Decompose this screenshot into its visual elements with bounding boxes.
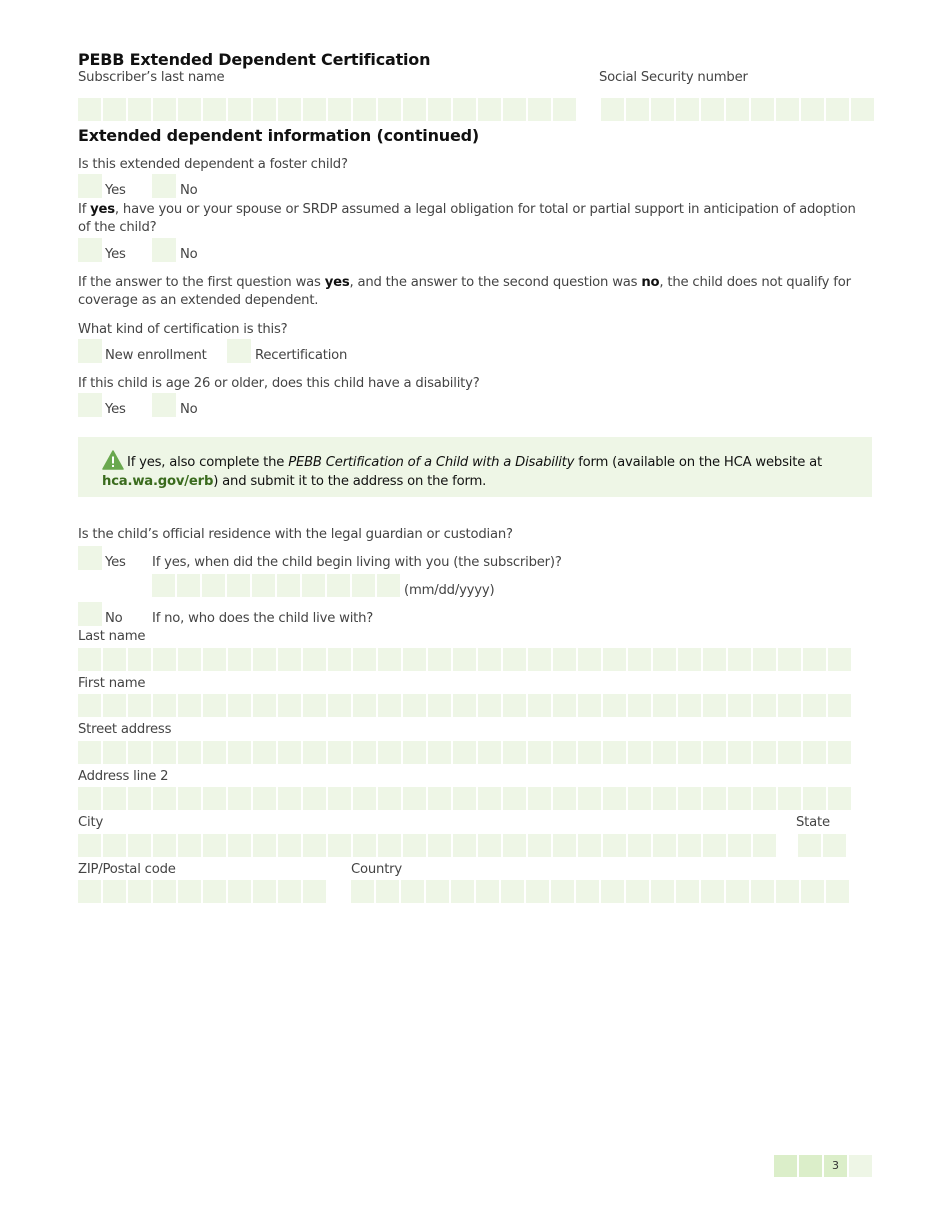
- char-cell[interactable]: [378, 648, 401, 671]
- char-cell[interactable]: [377, 574, 400, 597]
- char-cell[interactable]: [103, 787, 126, 810]
- char-cell[interactable]: [203, 694, 226, 717]
- char-cell[interactable]: [426, 880, 449, 903]
- foster-yes-checkbox[interactable]: [78, 174, 102, 198]
- char-cell[interactable]: [603, 834, 626, 857]
- char-cell[interactable]: [478, 648, 501, 671]
- char-cell[interactable]: [803, 694, 826, 717]
- char-cell[interactable]: [528, 787, 551, 810]
- char-cell[interactable]: [178, 694, 201, 717]
- char-cell[interactable]: [403, 694, 426, 717]
- char-cell[interactable]: [228, 787, 251, 810]
- char-cell[interactable]: [78, 787, 101, 810]
- char-cell[interactable]: [353, 787, 376, 810]
- char-cell[interactable]: [153, 880, 176, 903]
- char-cell[interactable]: [353, 648, 376, 671]
- last-name-field[interactable]: [78, 648, 853, 671]
- char-cell[interactable]: [403, 787, 426, 810]
- char-cell[interactable]: [676, 98, 699, 121]
- char-cell[interactable]: [578, 741, 601, 764]
- char-cell[interactable]: [278, 694, 301, 717]
- char-cell[interactable]: [803, 648, 826, 671]
- char-cell[interactable]: [278, 880, 301, 903]
- char-cell[interactable]: [253, 741, 276, 764]
- char-cell[interactable]: [801, 98, 824, 121]
- legal-no-label: No: [180, 247, 198, 262]
- char-cell[interactable]: [328, 694, 351, 717]
- char-cell[interactable]: [401, 880, 424, 903]
- char-cell[interactable]: [851, 98, 874, 121]
- char-cell[interactable]: [278, 787, 301, 810]
- char-cell[interactable]: [253, 694, 276, 717]
- char-cell[interactable]: [828, 741, 851, 764]
- char-cell[interactable]: [603, 741, 626, 764]
- char-cell[interactable]: [403, 98, 426, 121]
- char-cell[interactable]: [778, 787, 801, 810]
- page-marker-1: [774, 1155, 797, 1177]
- char-cell[interactable]: [678, 834, 701, 857]
- char-cell[interactable]: [353, 834, 376, 857]
- char-cell[interactable]: [828, 787, 851, 810]
- char-cell[interactable]: [328, 834, 351, 857]
- char-cell[interactable]: [202, 574, 225, 597]
- residence-yes-followup: If yes, when did the child begin living with you (the subscriber)?: [152, 555, 562, 570]
- char-cell[interactable]: [353, 694, 376, 717]
- char-cell[interactable]: [753, 834, 776, 857]
- char-cell[interactable]: [528, 98, 551, 121]
- char-cell[interactable]: [303, 880, 326, 903]
- char-cell[interactable]: [701, 880, 724, 903]
- char-cell[interactable]: [478, 834, 501, 857]
- char-cell[interactable]: [728, 787, 751, 810]
- first-name-field[interactable]: [78, 694, 853, 717]
- char-cell[interactable]: [678, 787, 701, 810]
- page-number: 3: [824, 1155, 847, 1177]
- char-cell[interactable]: [103, 648, 126, 671]
- char-cell[interactable]: [203, 648, 226, 671]
- city-field[interactable]: [78, 834, 778, 857]
- char-cell[interactable]: [178, 98, 201, 121]
- char-cell[interactable]: [676, 880, 699, 903]
- char-cell[interactable]: [703, 694, 726, 717]
- char-cell[interactable]: [228, 880, 251, 903]
- char-cell[interactable]: [103, 880, 126, 903]
- char-cell[interactable]: [328, 787, 351, 810]
- char-cell[interactable]: [803, 787, 826, 810]
- char-cell[interactable]: [453, 787, 476, 810]
- warning-icon: [102, 450, 124, 470]
- char-cell[interactable]: [103, 741, 126, 764]
- char-cell[interactable]: [678, 694, 701, 717]
- char-cell[interactable]: [826, 880, 849, 903]
- char-cell[interactable]: [651, 880, 674, 903]
- disability-yes-checkbox[interactable]: [78, 393, 102, 417]
- address-line2-field[interactable]: [78, 787, 853, 810]
- char-cell[interactable]: [553, 694, 576, 717]
- char-cell[interactable]: [476, 880, 499, 903]
- char-cell[interactable]: [403, 741, 426, 764]
- char-cell[interactable]: [303, 648, 326, 671]
- char-cell[interactable]: [353, 741, 376, 764]
- char-cell[interactable]: [478, 787, 501, 810]
- char-cell[interactable]: [526, 880, 549, 903]
- char-cell[interactable]: [753, 694, 776, 717]
- char-cell[interactable]: [203, 834, 226, 857]
- char-cell[interactable]: [103, 834, 126, 857]
- country-field[interactable]: [351, 880, 851, 903]
- char-cell[interactable]: [302, 574, 325, 597]
- char-cell[interactable]: [653, 648, 676, 671]
- char-cell[interactable]: [528, 741, 551, 764]
- char-cell[interactable]: [253, 834, 276, 857]
- char-cell[interactable]: [128, 741, 151, 764]
- char-cell[interactable]: [153, 787, 176, 810]
- residence-no-checkbox[interactable]: [78, 602, 102, 626]
- char-cell[interactable]: [428, 648, 451, 671]
- foster-no-checkbox[interactable]: [152, 174, 176, 198]
- char-cell[interactable]: [628, 834, 651, 857]
- char-cell[interactable]: [128, 787, 151, 810]
- page-marker-2: [799, 1155, 822, 1177]
- char-cell[interactable]: [778, 741, 801, 764]
- char-cell[interactable]: [78, 98, 101, 121]
- zip-label: ZIP/Postal code: [78, 862, 176, 877]
- char-cell[interactable]: [451, 880, 474, 903]
- char-cell[interactable]: [553, 834, 576, 857]
- char-cell[interactable]: [303, 98, 326, 121]
- char-cell[interactable]: [601, 880, 624, 903]
- state-field[interactable]: [798, 834, 848, 857]
- char-cell[interactable]: [628, 741, 651, 764]
- char-cell[interactable]: [203, 787, 226, 810]
- char-cell[interactable]: [453, 648, 476, 671]
- section-title: Extended dependent information (continued): [78, 126, 479, 145]
- residence-question: Is the child’s official residence with the legal guardian or custodian?: [78, 527, 513, 542]
- char-cell[interactable]: [751, 880, 774, 903]
- char-cell[interactable]: [578, 787, 601, 810]
- char-cell[interactable]: [78, 880, 101, 903]
- char-cell[interactable]: [826, 98, 849, 121]
- char-cell[interactable]: [801, 880, 824, 903]
- disability-no-label: No: [180, 402, 198, 417]
- char-cell[interactable]: [428, 694, 451, 717]
- page-marker-4: [849, 1155, 872, 1177]
- char-cell[interactable]: [252, 574, 275, 597]
- ssn-field[interactable]: [601, 98, 876, 121]
- char-cell[interactable]: [703, 787, 726, 810]
- char-cell[interactable]: [703, 741, 726, 764]
- char-cell[interactable]: [553, 741, 576, 764]
- char-cell[interactable]: [253, 98, 276, 121]
- char-cell[interactable]: [78, 741, 101, 764]
- residence-yes-checkbox[interactable]: [78, 546, 102, 570]
- char-cell[interactable]: [303, 694, 326, 717]
- char-cell[interactable]: [153, 648, 176, 671]
- char-cell[interactable]: [528, 648, 551, 671]
- char-cell[interactable]: [576, 880, 599, 903]
- char-cell[interactable]: [303, 787, 326, 810]
- legal-obligation-question: If yes, have you or your spouse or SRDP assumed a legal obligation for total or partial support in anticipation of adoption of the child?: [78, 202, 856, 235]
- char-cell[interactable]: [253, 787, 276, 810]
- new-enrollment-checkbox[interactable]: [78, 339, 102, 363]
- street-address-field[interactable]: [78, 741, 853, 764]
- residence-yes-label: Yes: [105, 555, 126, 570]
- legal-yes-checkbox[interactable]: [78, 238, 102, 262]
- char-cell[interactable]: [503, 98, 526, 121]
- street-address-label: Street address: [78, 722, 172, 737]
- char-cell[interactable]: [753, 648, 776, 671]
- char-cell[interactable]: [726, 880, 749, 903]
- char-cell[interactable]: [728, 694, 751, 717]
- char-cell[interactable]: [728, 648, 751, 671]
- char-cell[interactable]: [753, 741, 776, 764]
- char-cell[interactable]: [478, 741, 501, 764]
- char-cell[interactable]: [751, 98, 774, 121]
- char-cell[interactable]: [678, 648, 701, 671]
- char-cell[interactable]: [453, 741, 476, 764]
- char-cell[interactable]: [103, 694, 126, 717]
- char-cell[interactable]: [152, 574, 175, 597]
- char-cell[interactable]: [378, 787, 401, 810]
- char-cell[interactable]: [578, 834, 601, 857]
- char-cell[interactable]: [651, 98, 674, 121]
- hca-erb-link[interactable]: hca.wa.gov/erb: [102, 474, 214, 489]
- disability-no-checkbox[interactable]: [152, 393, 176, 417]
- char-cell[interactable]: [503, 741, 526, 764]
- char-cell[interactable]: [703, 834, 726, 857]
- char-cell[interactable]: [376, 880, 399, 903]
- char-cell[interactable]: [177, 574, 200, 597]
- char-cell[interactable]: [178, 880, 201, 903]
- disability-yes-label: Yes: [105, 402, 126, 417]
- char-cell[interactable]: [153, 98, 176, 121]
- char-cell[interactable]: [778, 648, 801, 671]
- char-cell[interactable]: [823, 834, 846, 857]
- foster-no-label: No: [180, 183, 198, 198]
- char-cell[interactable]: [378, 741, 401, 764]
- char-cell[interactable]: [653, 834, 676, 857]
- form-title: PEBB Extended Dependent Certification: [78, 50, 431, 69]
- char-cell[interactable]: [153, 834, 176, 857]
- char-cell[interactable]: [478, 694, 501, 717]
- char-cell[interactable]: [128, 648, 151, 671]
- char-cell[interactable]: [776, 880, 799, 903]
- char-cell[interactable]: [726, 98, 749, 121]
- char-cell[interactable]: [328, 741, 351, 764]
- char-cell[interactable]: [553, 787, 576, 810]
- char-cell[interactable]: [278, 648, 301, 671]
- disability-notice: If yes, also complete the PEBB Certification of a Child with a Disability form (available on the HCA website at hca.wa.gov/erb) and submit it to the address on the form.: [78, 437, 872, 497]
- char-cell[interactable]: [228, 694, 251, 717]
- residence-no-followup: If no, who does the child live with?: [152, 611, 374, 626]
- char-cell[interactable]: [378, 98, 401, 121]
- country-label: Country: [351, 862, 402, 877]
- legal-yes-label: Yes: [105, 247, 126, 262]
- char-cell[interactable]: [428, 787, 451, 810]
- char-cell[interactable]: [227, 574, 250, 597]
- char-cell[interactable]: [551, 880, 574, 903]
- char-cell[interactable]: [353, 98, 376, 121]
- char-cell[interactable]: [128, 98, 151, 121]
- zip-field[interactable]: [78, 880, 328, 903]
- char-cell[interactable]: [453, 98, 476, 121]
- char-cell[interactable]: [678, 741, 701, 764]
- char-cell[interactable]: [278, 834, 301, 857]
- char-cell[interactable]: [653, 787, 676, 810]
- char-cell[interactable]: [228, 741, 251, 764]
- char-cell[interactable]: [78, 834, 101, 857]
- new-enrollment-label: New enrollment: [105, 348, 207, 363]
- subscriber-last-name-field[interactable]: [78, 98, 578, 121]
- certification-question: What kind of certification is this?: [78, 322, 288, 337]
- recertification-checkbox[interactable]: [227, 339, 251, 363]
- char-cell[interactable]: [178, 741, 201, 764]
- char-cell[interactable]: [703, 648, 726, 671]
- char-cell[interactable]: [503, 834, 526, 857]
- disability-question: If this child is age 26 or older, does this child have a disability?: [78, 376, 480, 391]
- char-cell[interactable]: [701, 98, 724, 121]
- first-name-label: First name: [78, 676, 146, 691]
- char-cell[interactable]: [327, 574, 350, 597]
- char-cell[interactable]: [303, 834, 326, 857]
- char-cell[interactable]: [626, 880, 649, 903]
- char-cell[interactable]: [278, 741, 301, 764]
- char-cell[interactable]: [78, 694, 101, 717]
- char-cell[interactable]: [603, 694, 626, 717]
- ssn-label: Social Security number: [599, 70, 748, 85]
- char-cell[interactable]: [803, 741, 826, 764]
- char-cell[interactable]: [503, 787, 526, 810]
- char-cell[interactable]: [277, 574, 300, 597]
- char-cell[interactable]: [453, 694, 476, 717]
- char-cell[interactable]: [578, 694, 601, 717]
- char-cell[interactable]: [253, 880, 276, 903]
- char-cell[interactable]: [753, 787, 776, 810]
- char-cell[interactable]: [501, 880, 524, 903]
- state-label: State: [796, 815, 830, 830]
- date-format-hint: (mm/dd/yyyy): [404, 583, 495, 598]
- char-cell[interactable]: [626, 98, 649, 121]
- char-cell[interactable]: [153, 694, 176, 717]
- qualify-note: If the answer to the first question was yes, and the answer to the second question was no, the child does not qualify for coverage as an extended dependent.: [78, 275, 851, 308]
- char-cell[interactable]: [728, 741, 751, 764]
- char-cell[interactable]: [403, 648, 426, 671]
- char-cell[interactable]: [628, 648, 651, 671]
- foster-yes-label: Yes: [105, 183, 126, 198]
- address-line2-label: Address line 2: [78, 769, 169, 784]
- char-cell[interactable]: [328, 98, 351, 121]
- char-cell[interactable]: [378, 834, 401, 857]
- char-cell[interactable]: [603, 648, 626, 671]
- char-cell[interactable]: [128, 694, 151, 717]
- char-cell[interactable]: [601, 98, 624, 121]
- char-cell[interactable]: [228, 834, 251, 857]
- char-cell[interactable]: [203, 98, 226, 121]
- char-cell[interactable]: [628, 694, 651, 717]
- char-cell[interactable]: [428, 741, 451, 764]
- char-cell[interactable]: [653, 741, 676, 764]
- char-cell[interactable]: [103, 98, 126, 121]
- char-cell[interactable]: [378, 694, 401, 717]
- char-cell[interactable]: [728, 834, 751, 857]
- char-cell[interactable]: [553, 648, 576, 671]
- legal-no-checkbox[interactable]: [152, 238, 176, 262]
- char-cell[interactable]: [303, 741, 326, 764]
- char-cell[interactable]: [578, 648, 601, 671]
- char-cell[interactable]: [603, 787, 626, 810]
- residence-no-label: No: [105, 611, 123, 626]
- char-cell[interactable]: [453, 834, 476, 857]
- char-cell[interactable]: [428, 98, 451, 121]
- residence-start-date-field[interactable]: [152, 574, 402, 597]
- char-cell[interactable]: [153, 741, 176, 764]
- char-cell[interactable]: [828, 694, 851, 717]
- char-cell[interactable]: [428, 834, 451, 857]
- char-cell[interactable]: [478, 98, 501, 121]
- char-cell[interactable]: [798, 834, 821, 857]
- char-cell[interactable]: [178, 648, 201, 671]
- char-cell[interactable]: [352, 574, 375, 597]
- char-cell[interactable]: [653, 694, 676, 717]
- char-cell[interactable]: [351, 880, 374, 903]
- char-cell[interactable]: [528, 694, 551, 717]
- char-cell[interactable]: [778, 694, 801, 717]
- char-cell[interactable]: [528, 834, 551, 857]
- char-cell[interactable]: [228, 648, 251, 671]
- city-label: City: [78, 815, 104, 830]
- char-cell[interactable]: [78, 648, 101, 671]
- char-cell[interactable]: [503, 648, 526, 671]
- char-cell[interactable]: [128, 834, 151, 857]
- foster-question: Is this extended dependent a foster child?: [78, 157, 348, 172]
- char-cell[interactable]: [403, 834, 426, 857]
- char-cell[interactable]: [203, 741, 226, 764]
- char-cell[interactable]: [628, 787, 651, 810]
- recertification-label: Recertification: [255, 348, 348, 363]
- char-cell[interactable]: [203, 880, 226, 903]
- last-name-label: Last name: [78, 629, 146, 644]
- char-cell[interactable]: [178, 834, 201, 857]
- char-cell[interactable]: [828, 648, 851, 671]
- char-cell[interactable]: [328, 648, 351, 671]
- char-cell[interactable]: [178, 787, 201, 810]
- char-cell[interactable]: [503, 694, 526, 717]
- char-cell[interactable]: [776, 98, 799, 121]
- char-cell[interactable]: [278, 98, 301, 121]
- char-cell[interactable]: [128, 880, 151, 903]
- subscriber-last-name-label: Subscriber’s last name: [78, 70, 225, 85]
- char-cell[interactable]: [553, 98, 576, 121]
- char-cell[interactable]: [253, 648, 276, 671]
- char-cell[interactable]: [228, 98, 251, 121]
